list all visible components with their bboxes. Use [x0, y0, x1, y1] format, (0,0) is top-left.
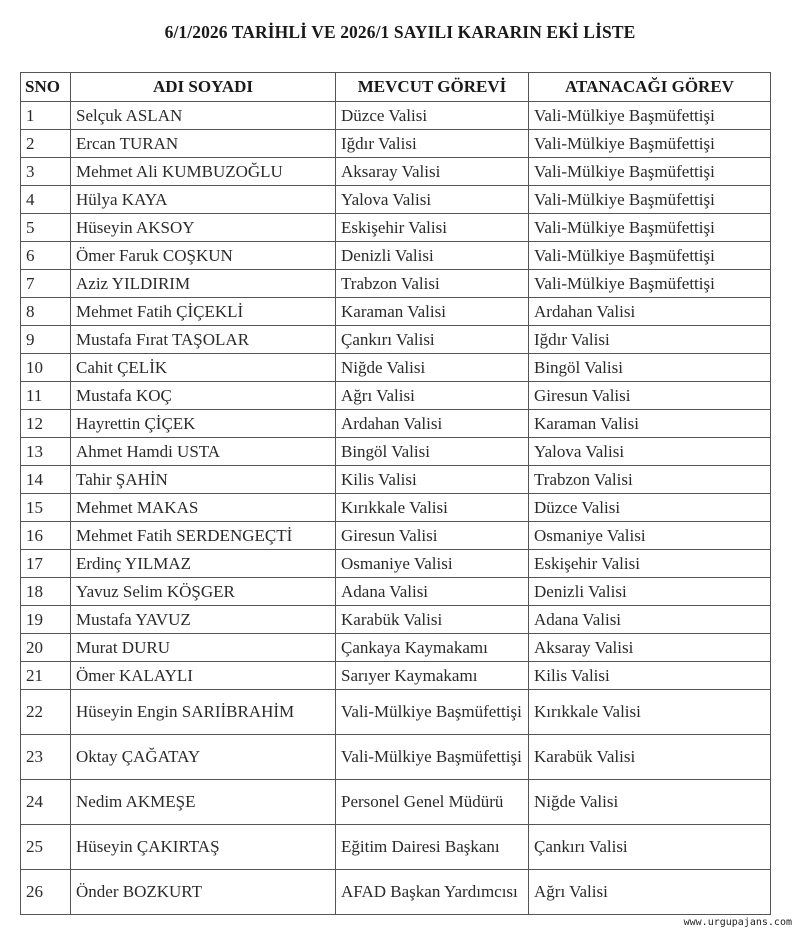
table-header-row: [21, 73, 771, 102]
table-row: [21, 578, 771, 606]
cell-sno: 22: [21, 690, 71, 735]
cell-name: Oktay ÇAĞATAY: [71, 735, 336, 780]
cell-sno: 6: [21, 242, 71, 270]
cell-current-position: Kilis Valisi: [336, 466, 529, 494]
cell-assigned-position: Vali-Mülkiye Başmüfettişi: [529, 270, 771, 298]
cell-name: Önder BOZKURT: [71, 870, 336, 915]
cell-name: Hülya KAYA: [71, 186, 336, 214]
cell-name: Ömer Faruk COŞKUN: [71, 242, 336, 270]
cell-name: Mehmet MAKAS: [71, 494, 336, 522]
cell-current-position: Vali-Mülkiye Başmüfettişi: [336, 690, 529, 735]
cell-name: Mustafa Fırat TAŞOLAR: [71, 326, 336, 354]
cell-assigned-position: Kırıkkale Valisi: [529, 690, 771, 735]
cell-current-position: Adana Valisi: [336, 578, 529, 606]
cell-assigned-position: Ardahan Valisi: [529, 298, 771, 326]
cell-current-position: Ağrı Valisi: [336, 382, 529, 410]
cell-sno: 17: [21, 550, 71, 578]
cell-current-position: Niğde Valisi: [336, 354, 529, 382]
cell-assigned-position: Karabük Valisi: [529, 735, 771, 780]
cell-name: Mehmet Ali KUMBUZOĞLU: [71, 158, 336, 186]
table-row: [21, 662, 771, 690]
cell-assigned-position: Vali-Mülkiye Başmüfettişi: [529, 214, 771, 242]
cell-current-position: Sarıyer Kaymakamı: [336, 662, 529, 690]
table-row: [21, 438, 771, 466]
table-row: [21, 102, 771, 130]
cell-assigned-position: Ağrı Valisi: [529, 870, 771, 915]
cell-current-position: Yalova Valisi: [336, 186, 529, 214]
cell-current-position: Düzce Valisi: [336, 102, 529, 130]
cell-sno: 25: [21, 825, 71, 870]
cell-sno: 1: [21, 102, 71, 130]
cell-sno: 5: [21, 214, 71, 242]
cell-assigned-position: Çankırı Valisi: [529, 825, 771, 870]
cell-name: Cahit ÇELİK: [71, 354, 336, 382]
table-row: [21, 870, 771, 915]
table-row: [21, 186, 771, 214]
cell-name: Ömer KALAYLI: [71, 662, 336, 690]
cell-assigned-position: Yalova Valisi: [529, 438, 771, 466]
cell-sno: 14: [21, 466, 71, 494]
cell-sno: 10: [21, 354, 71, 382]
cell-sno: 8: [21, 298, 71, 326]
cell-name: Nedim AKMEŞE: [71, 780, 336, 825]
cell-assigned-position: Eskişehir Valisi: [529, 550, 771, 578]
cell-assigned-position: Düzce Valisi: [529, 494, 771, 522]
cell-sno: 18: [21, 578, 71, 606]
cell-sno: 21: [21, 662, 71, 690]
cell-name: Hüseyin AKSOY: [71, 214, 336, 242]
cell-sno: 11: [21, 382, 71, 410]
cell-name: Ahmet Hamdi USTA: [71, 438, 336, 466]
cell-assigned-position: Vali-Mülkiye Başmüfettişi: [529, 102, 771, 130]
column-header-assigned-position: ATANACAĞI GÖREV: [529, 73, 771, 102]
cell-current-position: Kırıkkale Valisi: [336, 494, 529, 522]
cell-current-position: Trabzon Valisi: [336, 270, 529, 298]
cell-sno: 7: [21, 270, 71, 298]
cell-sno: 23: [21, 735, 71, 780]
cell-current-position: Osmaniye Valisi: [336, 550, 529, 578]
cell-sno: 19: [21, 606, 71, 634]
table-row: [21, 494, 771, 522]
table-row: [21, 354, 771, 382]
table-row: [21, 825, 771, 870]
cell-assigned-position: Vali-Mülkiye Başmüfettişi: [529, 186, 771, 214]
cell-name: Mehmet Fatih ÇİÇEKLİ: [71, 298, 336, 326]
cell-current-position: Iğdır Valisi: [336, 130, 529, 158]
cell-sno: 12: [21, 410, 71, 438]
cell-assigned-position: Osmaniye Valisi: [529, 522, 771, 550]
cell-current-position: Ardahan Valisi: [336, 410, 529, 438]
cell-assigned-position: Kilis Valisi: [529, 662, 771, 690]
cell-name: Murat DURU: [71, 634, 336, 662]
cell-sno: 9: [21, 326, 71, 354]
cell-sno: 24: [21, 780, 71, 825]
cell-assigned-position: Aksaray Valisi: [529, 634, 771, 662]
cell-assigned-position: Niğde Valisi: [529, 780, 771, 825]
cell-name: Mustafa YAVUZ: [71, 606, 336, 634]
cell-name: Mustafa KOÇ: [71, 382, 336, 410]
cell-sno: 13: [21, 438, 71, 466]
cell-name: Selçuk ASLAN: [71, 102, 336, 130]
cell-name: Mehmet Fatih SERDENGEÇTİ: [71, 522, 336, 550]
table-row: [21, 634, 771, 662]
cell-name: Hüseyin Engin SARIİBRAHİM: [71, 690, 336, 735]
cell-sno: 26: [21, 870, 71, 915]
cell-current-position: Eğitim Dairesi Başkanı: [336, 825, 529, 870]
cell-current-position: Karaman Valisi: [336, 298, 529, 326]
cell-name: Hayrettin ÇİÇEK: [71, 410, 336, 438]
table-body: [21, 102, 771, 915]
cell-name: Hüseyin ÇAKIRTAŞ: [71, 825, 336, 870]
cell-current-position: Giresun Valisi: [336, 522, 529, 550]
cell-name: Tahir ŞAHİN: [71, 466, 336, 494]
cell-assigned-position: Vali-Mülkiye Başmüfettişi: [529, 158, 771, 186]
table-row: [21, 270, 771, 298]
table-row: [21, 522, 771, 550]
cell-assigned-position: Vali-Mülkiye Başmüfettişi: [529, 130, 771, 158]
table-row: [21, 606, 771, 634]
table-row: [21, 735, 771, 780]
cell-name: Yavuz Selim KÖŞGER: [71, 578, 336, 606]
cell-sno: 3: [21, 158, 71, 186]
table-row: [21, 780, 771, 825]
table-row: [21, 242, 771, 270]
cell-name: Ercan TURAN: [71, 130, 336, 158]
column-header-current-position: MEVCUT GÖREVİ: [336, 73, 529, 102]
cell-sno: 2: [21, 130, 71, 158]
table-row: [21, 130, 771, 158]
table-row: [21, 550, 771, 578]
table-row: [21, 466, 771, 494]
cell-sno: 4: [21, 186, 71, 214]
cell-current-position: Vali-Mülkiye Başmüfettişi: [336, 735, 529, 780]
table-row: [21, 298, 771, 326]
cell-current-position: Personel Genel Müdürü: [336, 780, 529, 825]
site-watermark: www.urgupajans.com: [683, 917, 792, 928]
table-row: [21, 158, 771, 186]
cell-assigned-position: Iğdır Valisi: [529, 326, 771, 354]
cell-current-position: Karabük Valisi: [336, 606, 529, 634]
document-title: 6/1/2026 TARİHLİ VE 2026/1 SAYILI KARARIN EKİ LİSTE: [164, 22, 636, 42]
cell-current-position: Aksaray Valisi: [336, 158, 529, 186]
cell-sno: 20: [21, 634, 71, 662]
cell-assigned-position: Vali-Mülkiye Başmüfettişi: [529, 242, 771, 270]
table-row: [21, 382, 771, 410]
cell-assigned-position: Adana Valisi: [529, 606, 771, 634]
cell-assigned-position: Karaman Valisi: [529, 410, 771, 438]
cell-assigned-position: Bingöl Valisi: [529, 354, 771, 382]
column-header-sno: SNO: [21, 73, 71, 102]
appointment-table: [20, 72, 771, 915]
cell-current-position: Bingöl Valisi: [336, 438, 529, 466]
cell-current-position: Denizli Valisi: [336, 242, 529, 270]
cell-current-position: Eskişehir Valisi: [336, 214, 529, 242]
table-row: [21, 690, 771, 735]
cell-sno: 16: [21, 522, 71, 550]
cell-current-position: Çankırı Valisi: [336, 326, 529, 354]
column-header-name: ADI SOYADI: [71, 73, 336, 102]
cell-current-position: Çankaya Kaymakamı: [336, 634, 529, 662]
cell-current-position: AFAD Başkan Yardımcısı: [336, 870, 529, 915]
cell-assigned-position: Denizli Valisi: [529, 578, 771, 606]
cell-name: Aziz YILDIRIM: [71, 270, 336, 298]
cell-name: Erdinç YILMAZ: [71, 550, 336, 578]
table-row: [21, 214, 771, 242]
cell-assigned-position: Trabzon Valisi: [529, 466, 771, 494]
cell-assigned-position: Giresun Valisi: [529, 382, 771, 410]
table-row: [21, 410, 771, 438]
cell-sno: 15: [21, 494, 71, 522]
table-row: [21, 326, 771, 354]
